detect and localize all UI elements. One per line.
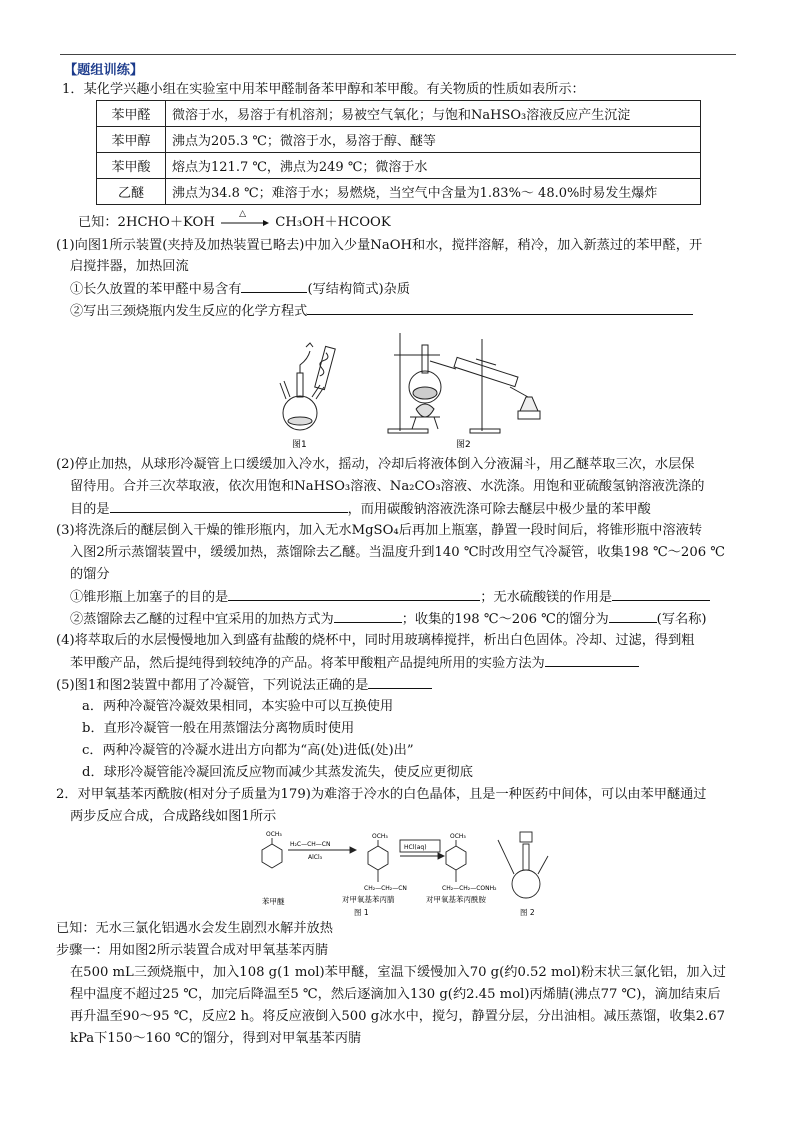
answer-blank[interactable] bbox=[368, 675, 432, 689]
substance-props: 熔点为121.7 ℃，沸点为249 ℃；微溶于水 bbox=[166, 153, 701, 179]
methoxy-label: OCH₃ bbox=[450, 833, 466, 840]
table-row bbox=[97, 127, 701, 153]
q1-intro: 1．某化学兴趣小组在实验室中用苯甲醛制备苯甲醇和苯甲酸。有关物质的性质如表所示： bbox=[62, 82, 585, 97]
q1-part1-a: (1)向图1所示装置(夹持及加热装置已略去)中加入少量NaOH和水，搅拌溶解，稍冷，加入新蒸过的苯甲醛，开 bbox=[56, 238, 703, 253]
q1-part3-q1: ①锥形瓶上加塞子的目的是 ；无水硫酸镁的作用是 bbox=[70, 587, 710, 606]
q1-part1-b: 启搅拌器，加热回流 bbox=[70, 259, 189, 274]
top-rule bbox=[60, 54, 736, 55]
answer-blank[interactable] bbox=[545, 653, 639, 667]
substance-props: 沸点为34.8 ℃；难溶于水；易燃烧，当空气中含量为1.83%～ 48.0%时易发生爆炸 bbox=[166, 179, 701, 205]
substance-name: 苯甲酸 bbox=[97, 153, 166, 179]
known-reaction bbox=[78, 209, 391, 232]
q1-part2-a: (2)停止加热，从球形冷凝管上口缓缓加入冷水，摇动，冷却后将液体倒入分液漏斗，用乙醚萃取三次，水层保 bbox=[56, 457, 695, 472]
methoxy-label: OCH₃ bbox=[372, 833, 388, 840]
q2-known: 已知：无水三氯化铝遇水会发生剧烈水解并放热 bbox=[56, 921, 333, 936]
reagent1-top: H₂C—CH—CN bbox=[290, 841, 331, 848]
methoxy-label: OCH₃ bbox=[266, 831, 282, 838]
compound-name-1: 苯甲醚 bbox=[262, 897, 285, 906]
q1-part3-a: (3)将洗涤后的醚层倒入干燥的锥形瓶内，加入无水MgSO₄后再加上瓶塞，静置一段时间后，将锥形瓶中溶液转 bbox=[56, 523, 703, 538]
arrow-icon bbox=[219, 217, 271, 229]
answer-blank[interactable] bbox=[110, 499, 348, 513]
answer-blank[interactable] bbox=[609, 609, 657, 623]
q1-part4-a: (4)将萃取后的水层慢慢地加入到盛有盐酸的烧杯中，同时用玻璃棒搅拌，析出白色固体。冷却、过滤，得到粗 bbox=[56, 633, 695, 648]
answer-blank[interactable] bbox=[334, 609, 402, 623]
known-lhs: 已知：2HCHO＋KOH bbox=[78, 215, 215, 230]
table-row bbox=[97, 153, 701, 179]
reagent2: HCl(aq) bbox=[404, 844, 427, 851]
q2-intro-a: 2．对甲氧基苯丙酰胺(相对分子质量为179)为难溶于冷水的白色晶体，且是一种医药中间体，可以由苯甲醚通过 bbox=[56, 787, 707, 802]
benzene-ring-icon bbox=[262, 844, 282, 868]
properties-table bbox=[96, 100, 701, 205]
route-fig1-caption: 图 1 bbox=[354, 908, 369, 917]
route-fig2-caption: 图 2 bbox=[520, 908, 535, 917]
q1-part2-b: 留待用。合并三次萃取液，依次用饱和NaHSO₃溶液、Na₂CO₃溶液、水洗涤。用饱和亚硫酸氢钠溶液洗涤的 bbox=[70, 479, 705, 494]
reagent1-bottom: AlCl₃ bbox=[308, 854, 323, 861]
substance-props: 微溶于水，易溶于有机溶剂；易被空气氧化；与饱和NaHSO₃溶液反应产生沉淀 bbox=[166, 101, 701, 127]
fig1-caption: 图1 bbox=[292, 440, 307, 450]
q1-part3-c: 的馏分 bbox=[70, 567, 110, 582]
q2-intro-b: 两步反应合成，合成路线如图1所示 bbox=[70, 809, 277, 824]
compound-name-2: 对甲氧基苯丙腈 bbox=[342, 895, 395, 904]
q2-step1-title: 步骤一：用如图2所示装置合成对甲氧基苯丙腈 bbox=[56, 943, 329, 958]
answer-blank[interactable] bbox=[612, 587, 710, 601]
q1-part1-q1: ①长久放置的苯甲醛中易含有 (写结构简式)杂质 bbox=[70, 279, 410, 298]
q2-step1-d: kPa下150～160 ℃的馏分，得到对甲氧基苯丙腈 bbox=[70, 1031, 362, 1046]
q1-part2-c: 目的是 ，而用碳酸钠溶液洗涤可除去醚层中极少量的苯甲酸 bbox=[70, 499, 651, 518]
known-rhs: CH₃OH＋HCOOK bbox=[275, 215, 391, 230]
q2-step1-b: 程中温度不超过25 ℃，加完后降温至5 ℃，然后逐滴加入130 g(约2.45 mol)丙烯腈(沸点77 ℃)，滴加结束后 bbox=[70, 987, 721, 1002]
option-c: c．两种冷凝管的冷凝水进出方向都为“高(处)进低(处)出” bbox=[82, 743, 414, 758]
benzene-ring-icon bbox=[368, 846, 388, 870]
q1-part3-q2: ②蒸馏除去乙醚的过程中宜采用的加热方式为 ；收集的198 ℃～206 ℃的馏分为 (写名称) bbox=[70, 609, 707, 628]
q1-part4-b: 苯甲酸产品，然后提纯得到较纯净的产品。将苯甲酸粗产品提纯所用的实验方法为 bbox=[70, 653, 639, 672]
substance-name: 乙醚 bbox=[97, 179, 166, 205]
benzene-ring-icon bbox=[446, 846, 466, 870]
q2-step1-c: 再升温至90～95 ℃，反应2 h。将反应液倒入500 g冰水中，搅匀，静置分层，分出油相。减压蒸馏，收集2.67 bbox=[70, 1009, 726, 1024]
three-neck-flask-icon bbox=[512, 870, 540, 898]
q1-part3-b: 入图2所示蒸馏装置中，缓缓加热，蒸馏除去乙醚。当温度升到140 ℃时改用空气冷凝管，收集198 ℃～206 ℃ bbox=[70, 545, 726, 560]
q1-part5: (5)图1和图2装置中都用了冷凝管，下列说法正确的是 bbox=[56, 675, 432, 694]
option-b: b．直形冷凝管一般在用蒸馏法分离物质时使用 bbox=[82, 721, 355, 736]
synthesis-route-figure bbox=[258, 826, 558, 918]
table-row bbox=[97, 179, 701, 205]
q1-part1-q2: ②写出三颈烧瓶内发生反应的化学方程式 bbox=[70, 301, 693, 320]
chain1: CH₂—CH₂—CN bbox=[364, 885, 407, 892]
distillation-apparatus-icon bbox=[388, 333, 540, 433]
table-row bbox=[97, 101, 701, 127]
answer-blank[interactable] bbox=[228, 587, 480, 601]
substance-name: 苯甲醛 bbox=[97, 101, 166, 127]
apparatus-figures bbox=[270, 325, 570, 451]
chain2: CH₂—CH₂—CONH₂ bbox=[442, 885, 497, 892]
three-neck-flask-icon bbox=[280, 343, 335, 430]
section-header: 【题组训练】 bbox=[64, 63, 144, 78]
answer-blank[interactable] bbox=[241, 279, 307, 293]
option-d: d．球形冷凝管能冷凝回流反应物而减少其蒸发流失，使反应更彻底 bbox=[82, 765, 473, 780]
arrow-condition: △ bbox=[239, 209, 246, 219]
compound-name-3: 对甲氧基苯丙酰胺 bbox=[426, 895, 486, 904]
answer-blank[interactable] bbox=[307, 301, 693, 315]
q2-step1-a: 在500 mL三颈烧瓶中，加入108 g(1 mol)苯甲醚，室温下缓慢加入70 g(约0.52 mol)粉末状三氯化铝，加入过 bbox=[70, 965, 726, 980]
substance-name: 苯甲醇 bbox=[97, 127, 166, 153]
reaction-arrow bbox=[219, 209, 271, 226]
substance-props: 沸点为205.3 ℃；微溶于水，易溶于醇、醚等 bbox=[166, 127, 701, 153]
option-a: a．两种冷凝管冷凝效果相同，本实验中可以互换使用 bbox=[82, 699, 394, 714]
fig2-caption: 图2 bbox=[456, 440, 471, 450]
